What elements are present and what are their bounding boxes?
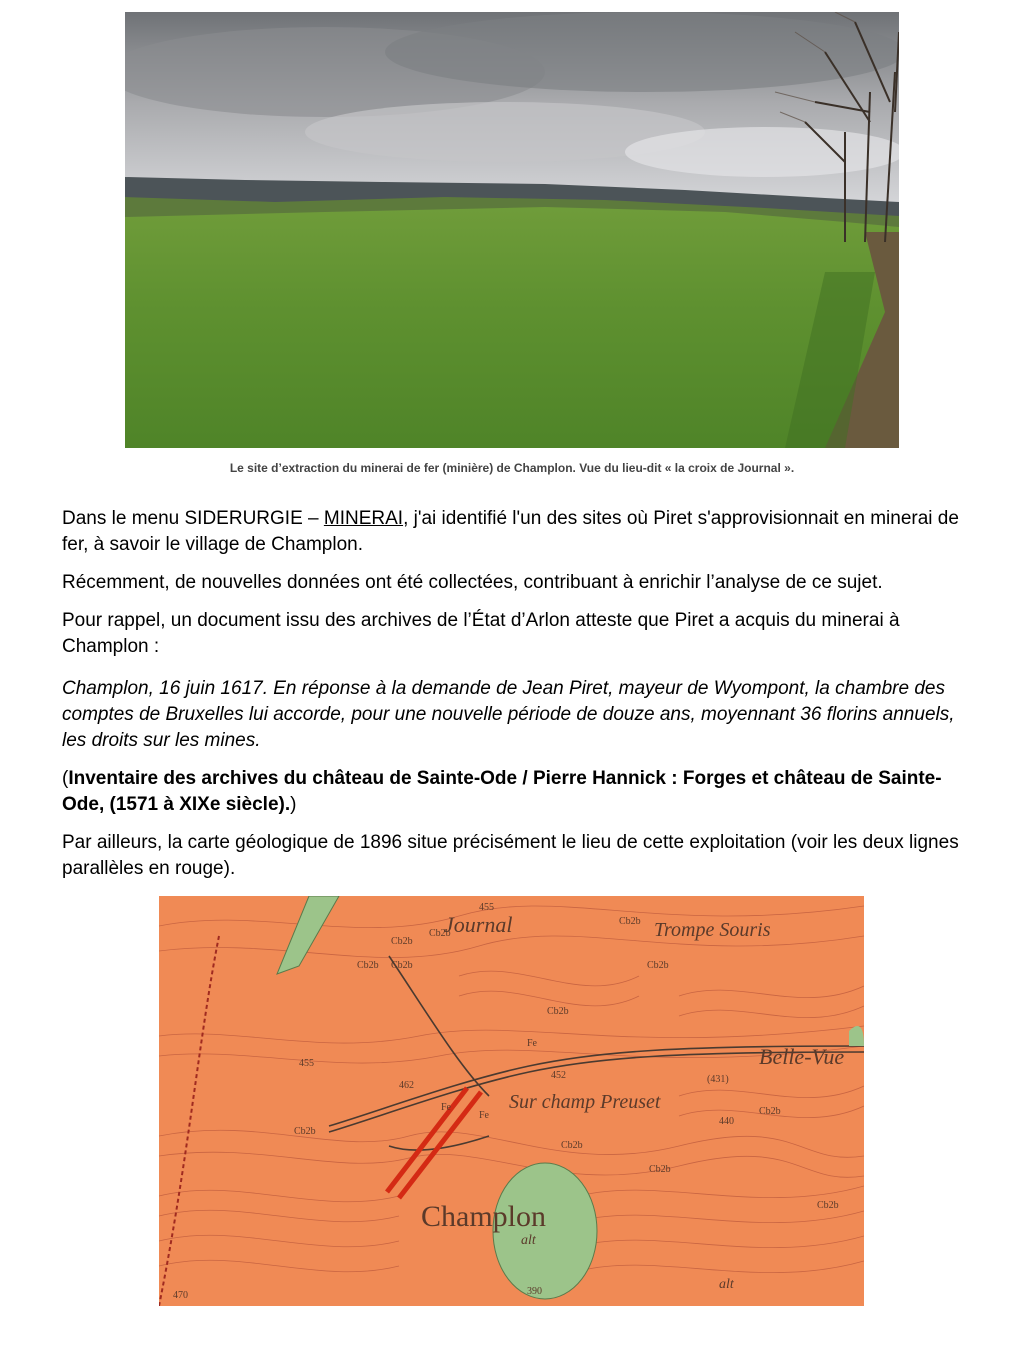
photo-caption: Le site d’extraction du minerai de fer (minière) de Champlon. Vue du lieu-dit « la croix de Journal ». [229,461,795,475]
map-label-cb-l: Cb2b [649,1164,671,1175]
map-label-alt-2: alt [719,1277,734,1292]
map-label-journal: Journal [444,912,513,937]
map-label-trompe-souris: Trompe Souris [654,919,771,941]
map-label-cb-g: Cb2b [647,960,669,971]
citation-close: ) [290,794,297,815]
map-label-455-a: 455 [479,902,494,913]
map-label-470: 470 [173,1290,188,1301]
minerai-link[interactable]: MINERAI [323,508,404,529]
geological-map [159,896,864,1306]
map-label-431: (431) [707,1074,729,1085]
map-label-462: 462 [399,1080,414,1091]
citation-open: ( [62,768,69,789]
map-label-cb-e: Cb2b [547,1006,569,1017]
map-label-belle-vue: Belle-Vue [759,1044,845,1069]
map-label-fe-3: Fe [479,1110,489,1121]
archive-quote: Champlon, 16 juin 1617. En réponse à la demande de Jean Piret, mayeur de Wyompont, la chambre des comptes de Bruxelles lui accorde, pour une nouvelle période de douze ans, moyennant 36 florins annuels, les droits sur les mines. [62,678,955,751]
citation-title: Inventaire des archives du château de Sainte-Ode / Pierre Hannick : Forges et château de Sainte-Ode, (1571 à XIXe siècle). [62,768,942,815]
map-label-cb-j: Cb2b [759,1106,781,1117]
map-label-cb-d: Cb2b [391,960,413,971]
map-label-cb-b: Cb2b [429,928,451,939]
map-label-cb-k: Cb2b [817,1200,839,1211]
map-label-cb-c: Cb2b [357,960,379,971]
paragraph-3: Pour rappel, un document issu des archives de l’État d’Arlon atteste que Piret a acquis du minerai à Champlon : [62,610,900,657]
map-label-cb-i: Cb2b [561,1140,583,1151]
field-photo-illustration [125,12,899,448]
paragraph-1 [62,506,962,558]
map-label-390: 390 [527,1286,542,1297]
map-label-455-b: 455 [299,1058,314,1069]
paragraph-1-start: Dans le menu SIDERURGIE – [62,508,324,529]
map-label-sur-champ: Sur champ Preuset [509,1091,661,1113]
paragraph-6: Par ailleurs, la carte géologique de 1896 situe précisément le lieu de cette exploitation (voir les deux lignes parallèles en rouge). [62,832,959,879]
map-label-cb-a: Cb2b [391,936,413,947]
source-citation [62,766,962,818]
geological-map-illustration [159,896,864,1306]
map-label-cb-f: Cb2b [619,916,641,927]
paragraph-2: Récemment, de nouvelles données ont été collectées, contribuant à enrichir l’analyse de ce sujet. [62,572,883,593]
map-label-452: 452 [551,1070,566,1081]
field-photo [125,12,899,448]
map-label-cb-h: Cb2b [294,1126,316,1137]
paragraph-1-end: , j'ai identifié l'un des sites où Piret s'approvisionnait en minerai de fer, à savoir le village de Champlon. [62,508,959,555]
map-label-fe-1: Fe [527,1038,537,1049]
map-label-alt-1: alt [521,1233,536,1248]
map-label-440: 440 [719,1116,734,1127]
map-label-champlon: Champlon [421,1200,546,1233]
map-label-fe-2: Fe [441,1102,451,1113]
